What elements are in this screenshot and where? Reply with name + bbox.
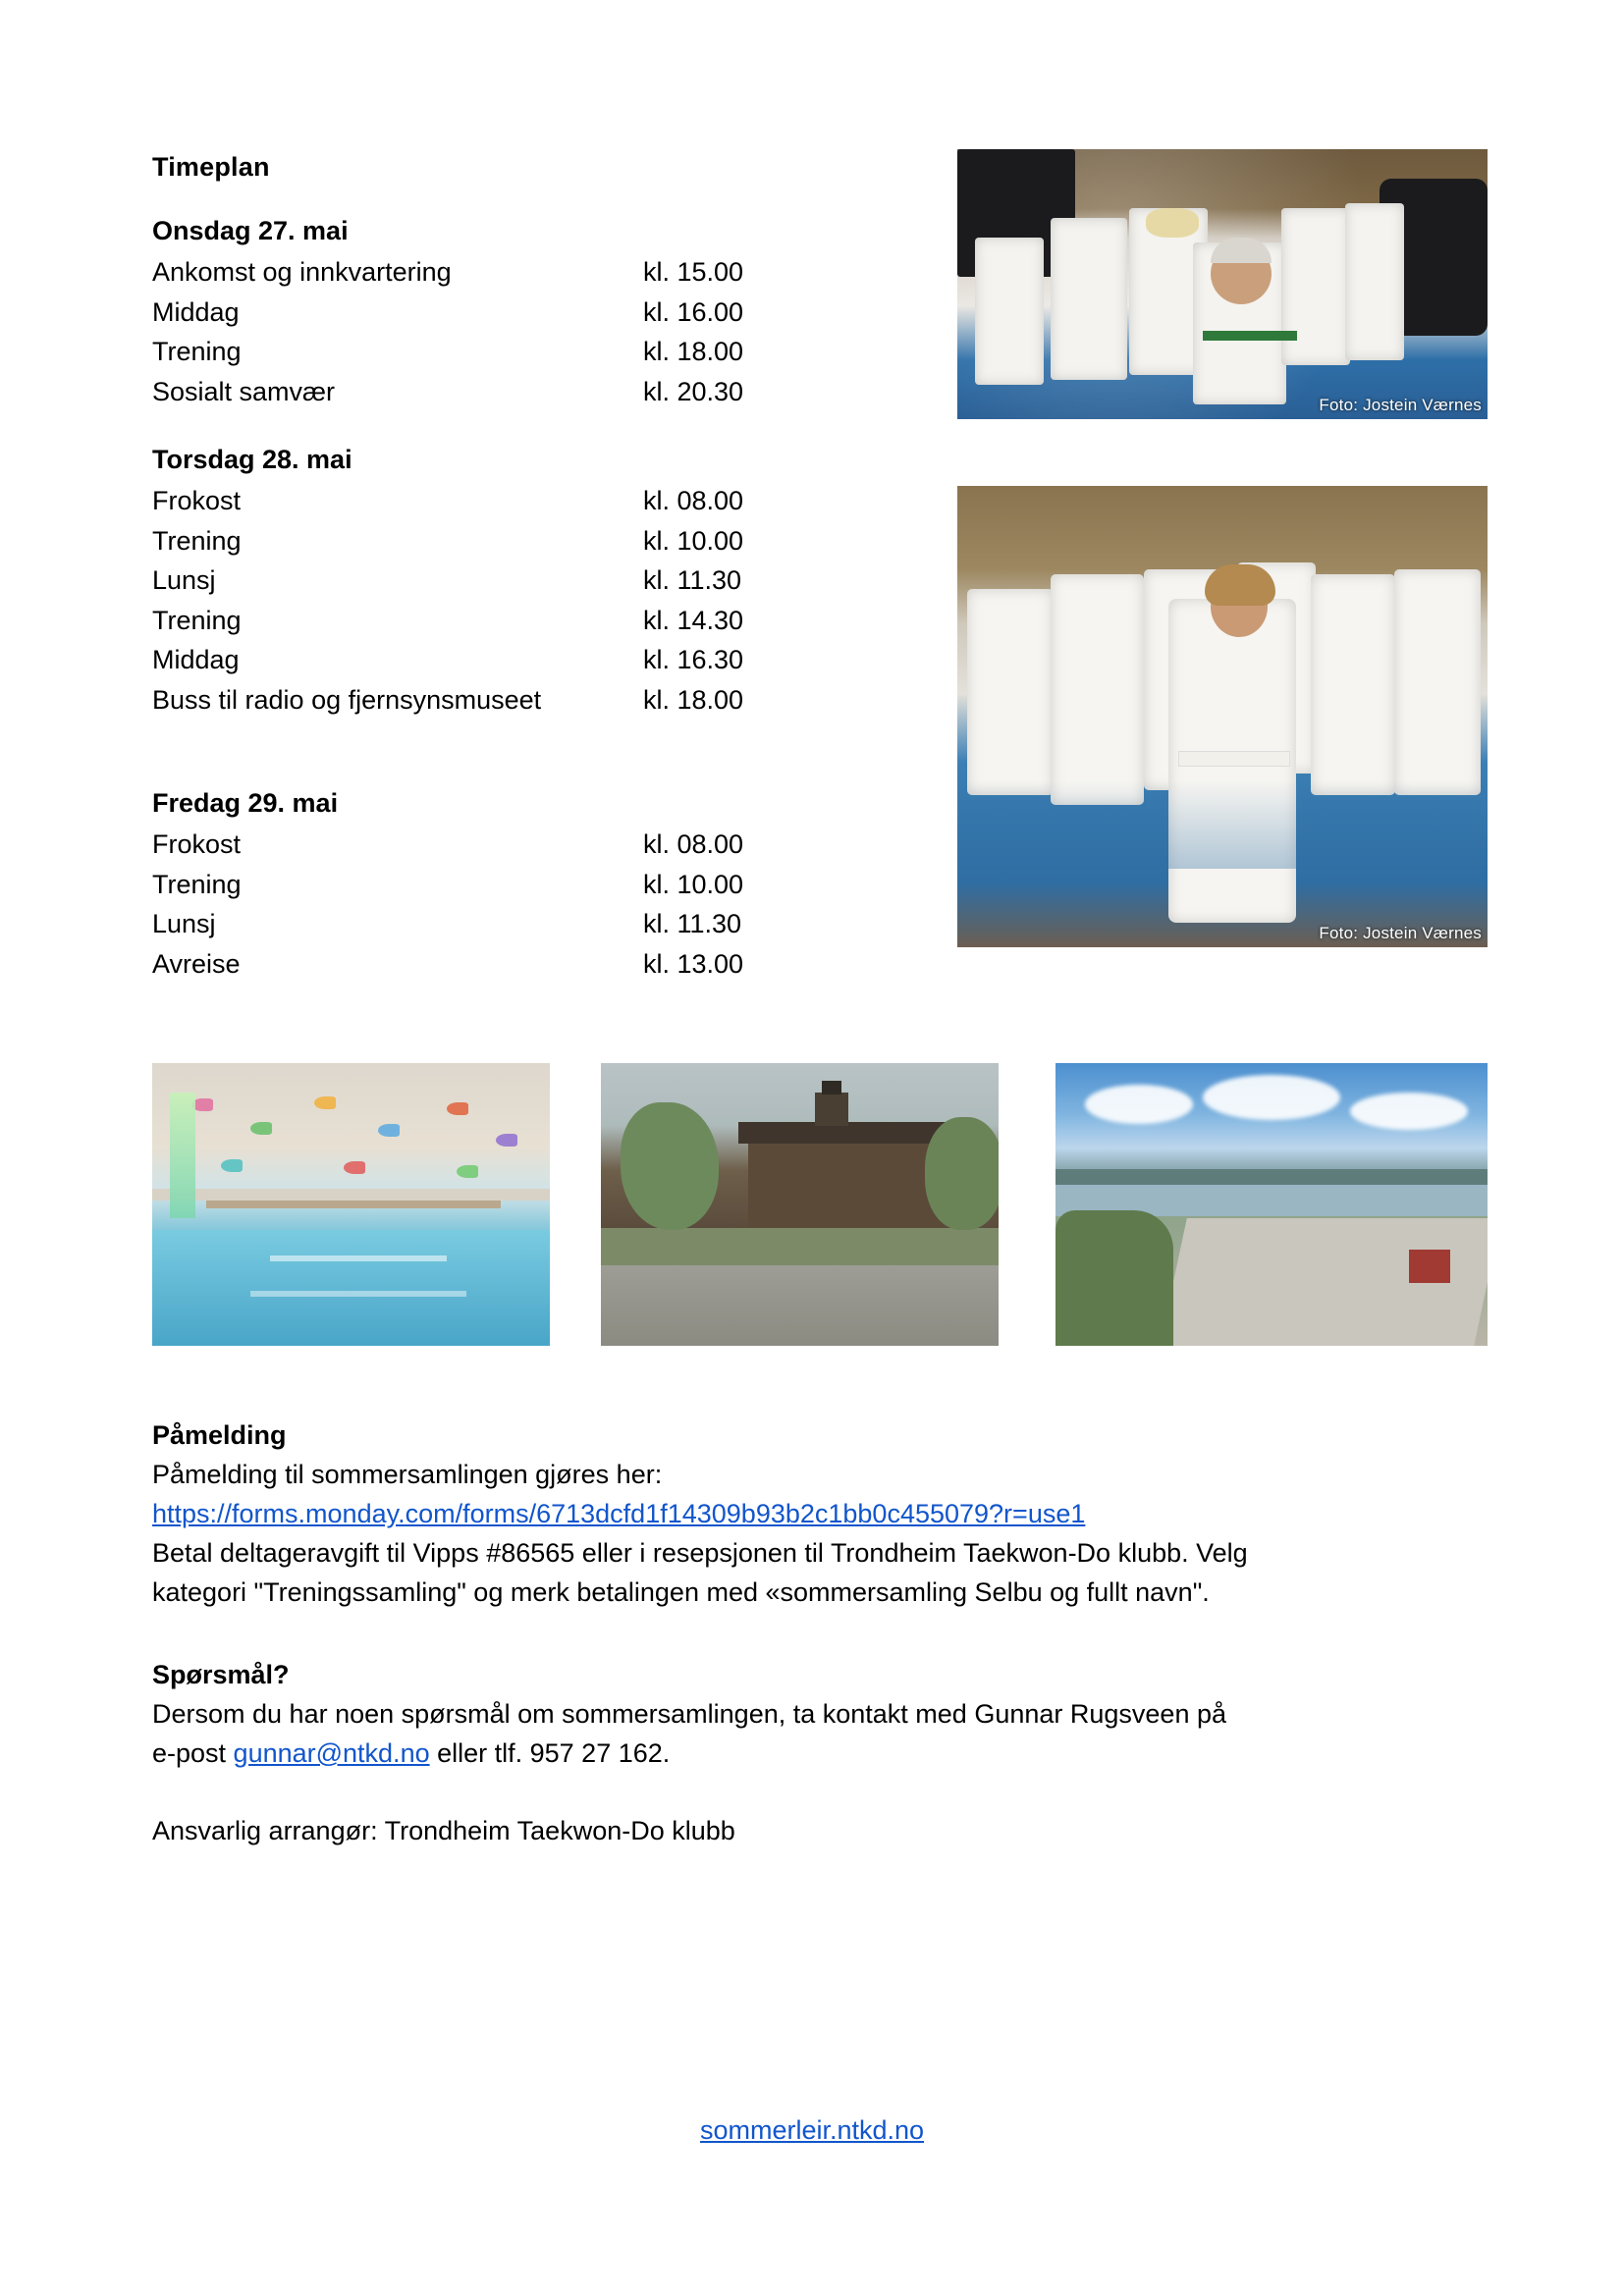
questions-line-1: Dersom du har noen spørsmål om sommersamlingen, ta kontakt med Gunnar Rugsveen på (152, 1699, 1227, 1729)
schedule-row-label: Middag (152, 645, 240, 674)
schedule-row-label: Avreise (152, 948, 241, 979)
schedule-row-time: kl. 10.00 (643, 525, 744, 556)
schedule-row-label: Ankomst og innkvartering (152, 257, 452, 287)
schedule-row-time: kl. 16.30 (643, 645, 744, 674)
schedule-row-time: kl. 16.00 (643, 296, 744, 327)
footer (0, 2115, 1624, 2146)
questions-section (152, 1655, 1429, 1773)
schedule-row-time: kl. 08.00 (643, 829, 744, 859)
photo-swimming-pool (152, 1063, 550, 1346)
schedule-row (152, 332, 947, 372)
photo-lake-road (1056, 1063, 1488, 1346)
schedule-day-block (152, 216, 947, 411)
schedule-row (152, 601, 947, 641)
schedule-title: Timeplan (152, 152, 270, 182)
schedule-row (152, 521, 947, 561)
schedule-row-time: kl. 13.00 (643, 948, 744, 979)
schedule-row (152, 372, 947, 412)
schedule-row (152, 904, 947, 944)
schedule-row-time: kl. 11.30 (643, 565, 742, 595)
questions-heading: Spørsmål? (152, 1660, 290, 1689)
contact-email-link[interactable]: gunnar@ntkd.no (233, 1738, 430, 1768)
photo-credit: Foto: Jostein Værnes (1319, 924, 1482, 942)
schedule-row-time: kl. 20.30 (643, 376, 744, 406)
schedule-row-label: Frokost (152, 486, 242, 515)
registration-form-link[interactable]: https://forms.monday.com/forms/6713dcfd1f14309b93b2c1bb0c455079?r=use1 (152, 1499, 1086, 1528)
schedule-section (152, 152, 947, 1017)
schedule-row (152, 252, 947, 293)
schedule-row (152, 293, 947, 333)
organizer-text: Ansvarlig arrangør: Trondheim Taekwon-Do klubb (152, 1816, 735, 1845)
schedule-row-label: Sosialt samvær (152, 376, 336, 406)
schedule-row-label: Trening (152, 869, 242, 899)
schedule-row-time: kl. 15.00 (643, 257, 744, 287)
photo-old-barn (601, 1063, 999, 1346)
registration-line-3: kategori "Treningssamling" og merk betalingen med «sommersamling Selbu og fullt navn". (152, 1577, 1210, 1607)
photo-taekwondo-group (957, 486, 1488, 947)
schedule-row (152, 640, 947, 680)
photo-credit: Foto: Jostein Værnes (1319, 396, 1482, 414)
questions-line-2 (152, 1734, 1429, 1773)
schedule-row-label: Trening (152, 337, 242, 366)
registration-section (152, 1415, 1429, 1612)
day-heading: Torsdag 28. mai (152, 445, 352, 474)
questions-line-2-suffix: eller tlf. 957 27 162. (429, 1738, 671, 1768)
schedule-row (152, 561, 947, 601)
schedule-row (152, 865, 947, 905)
schedule-row (152, 944, 947, 985)
photo-taekwondo-training (957, 149, 1488, 419)
organizer-section (152, 1811, 1429, 1850)
schedule-row-time: kl. 14.30 (643, 605, 744, 635)
schedule-row-label: Frokost (152, 829, 242, 859)
schedule-row-label: Middag (152, 296, 240, 327)
registration-line-1: Påmelding til sommersamlingen gjøres her: (152, 1460, 663, 1489)
schedule-row (152, 825, 947, 865)
footer-site-link[interactable]: sommerleir.ntkd.no (699, 2115, 925, 2145)
schedule-row-label: Lunsj (152, 909, 216, 938)
registration-line-2: Betal deltageravgift til Vipps #86565 eller i resepsjonen til Trondheim Taekwon-Do klubb. Velg (152, 1538, 1248, 1568)
schedule-row-label: Trening (152, 525, 242, 556)
day-heading: Onsdag 27. mai (152, 216, 349, 245)
schedule-day-block (152, 445, 947, 720)
day-heading: Fredag 29. mai (152, 788, 339, 818)
schedule-row-time: kl. 11.30 (643, 909, 742, 938)
spacer (152, 753, 947, 788)
schedule-row-time: kl. 10.00 (643, 869, 744, 899)
schedule-row-label: Buss til radio og fjernsynsmuseet (152, 684, 542, 715)
schedule-row-label: Lunsj (152, 565, 216, 595)
schedule-row-time: kl. 08.00 (643, 486, 744, 515)
schedule-day-block (152, 788, 947, 984)
schedule-row-time: kl. 18.00 (643, 337, 744, 366)
questions-line-2-prefix: e-post (152, 1738, 234, 1768)
schedule-row-label: Trening (152, 605, 242, 635)
registration-heading: Påmelding (152, 1420, 287, 1450)
schedule-row (152, 680, 947, 721)
schedule-row-time: kl. 18.00 (643, 684, 744, 715)
schedule-row (152, 481, 947, 521)
